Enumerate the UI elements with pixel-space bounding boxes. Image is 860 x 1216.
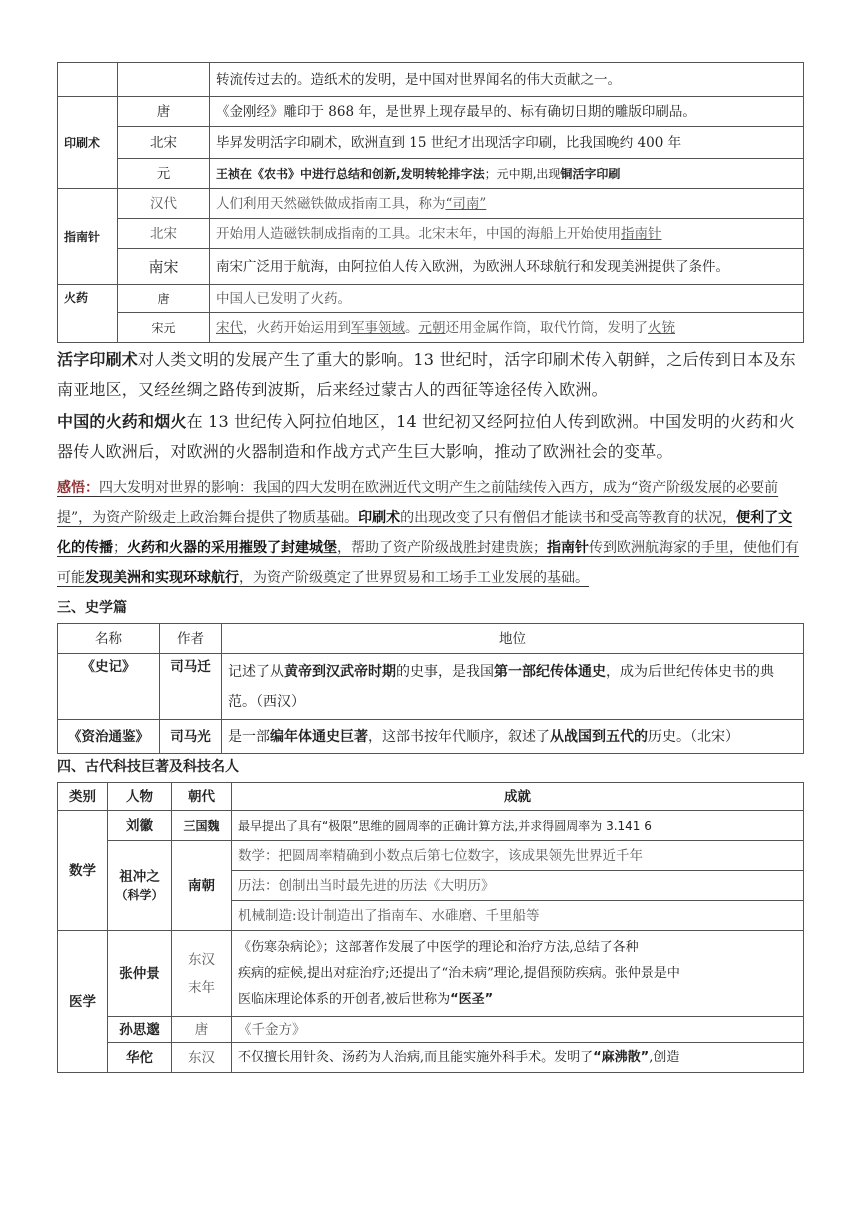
- table-row: [58, 720, 804, 754]
- section-heading: 三、史学篇: [57, 600, 127, 616]
- book-name: 《史记》: [58, 654, 160, 720]
- author: 司马迁: [160, 654, 222, 720]
- text-span: ，帮助了资产阶级战胜封建贵族；: [337, 540, 547, 556]
- text-span: 末年: [188, 979, 215, 996]
- table-row: [58, 285, 804, 313]
- history-table: [57, 623, 804, 754]
- text-span: 传到欧洲航海家的手里，使他们有可能: [57, 540, 799, 586]
- dynasty-cell: 汉代: [118, 189, 210, 219]
- dynasty-cell: 东汉: [172, 1043, 232, 1073]
- text-span: （科学）: [115, 887, 164, 902]
- printing-text: [210, 159, 804, 189]
- table-row: [58, 249, 804, 285]
- table-row: [58, 127, 804, 159]
- table-row: [58, 219, 804, 249]
- column-header: 朝代: [172, 783, 232, 811]
- text-span: 。: [405, 319, 419, 336]
- text-span: 开始用人造磁铁制成指南的工具。北宋末年，中国的海船上开始使用: [216, 225, 621, 242]
- dynasty-cell: 唐: [118, 97, 210, 127]
- category-math: 数学: [58, 811, 108, 931]
- text-span: 对人类文明的发展产生了重大的影响。13 世纪时，活字印刷术传入朝鲜，之后传到日本及东南亚地区，又经丝绸之路传到波斯，后来经过蒙古人的西征等途径传入欧洲。: [57, 350, 796, 399]
- text-span: 人们利用天然磁铁做成指南工具，称为: [216, 195, 446, 212]
- text-span: 火铳: [648, 319, 675, 336]
- section-heading: 四、古代科技巨著及科技名人: [57, 759, 239, 775]
- gunpowder-text: 中国人已发明了火药。: [210, 285, 804, 313]
- printing-label: 印刷术: [58, 97, 118, 189]
- column-header: 地位: [222, 624, 804, 654]
- dynasty-cell: 唐: [172, 1017, 232, 1043]
- table-row: [58, 159, 804, 189]
- text-span: 黄帝到汉武帝时期: [284, 663, 396, 680]
- column-header: 成就: [232, 783, 804, 811]
- gunpowder-text: [210, 313, 804, 343]
- column-header: 作者: [160, 624, 222, 654]
- text-span: 活字印刷术: [57, 350, 139, 369]
- gunpowder-label: 火药: [58, 285, 118, 343]
- text-span: 王祯在《农书》中进行总结和创新,发明: [216, 166, 425, 181]
- text-span: 的史事，是我国: [396, 663, 494, 680]
- text-span: “司南”: [445, 195, 487, 212]
- text-span: “医圣”: [450, 991, 494, 1007]
- text-span: 中国的火药和烟火: [57, 412, 187, 431]
- table-row: [58, 313, 804, 343]
- table-header-row: [58, 624, 804, 654]
- book-name: 《资治通鉴》: [58, 720, 160, 754]
- table-row: [58, 654, 804, 720]
- printing-text: 《金刚经》雕印于 868 年，是世界上现存最早的、标有确切日期的雕版印刷品。: [210, 97, 804, 127]
- achievement-text: 历法：创制出当时最先进的历法《大明历》: [232, 871, 804, 901]
- text-span: 指南针: [547, 540, 589, 556]
- text-span: ；元中期,出现: [484, 166, 561, 181]
- printing-text: 毕昇发明活字印刷术，欧洲直到 15 世纪才出现活字印刷，比我国晚约 400 年: [210, 127, 804, 159]
- text-span: 疾病的症候,提出对症治疗;还提出了“治未病”理论,提倡预防疾病。张仲景是中: [238, 965, 680, 981]
- status-text: [222, 654, 804, 720]
- text-span: 祖冲之: [119, 868, 160, 885]
- paper-text: 转流传过去的。造纸术的发明，是中国对世界闻名的伟大贡献之一。: [210, 63, 804, 97]
- text-span: 便利了文化的传播: [57, 510, 793, 556]
- table-row: [58, 1017, 804, 1043]
- table-header-row: [58, 783, 804, 811]
- achievement-text: 机械制造:设计制造出了指南车、水碓磨、千里船等: [232, 901, 804, 931]
- insight-paragraph: [57, 473, 804, 593]
- text-span: 编年体通史巨著: [270, 728, 368, 745]
- text-span: 元朝: [418, 319, 446, 336]
- achievement-text: 数学：把圆周率精确到小数点后第七位数字，该成果领先世界近千年: [232, 841, 804, 871]
- dynasty-cell: 宋元: [118, 313, 210, 343]
- dynasty-cell: 元: [118, 159, 210, 189]
- text-span: 第一部纪传体通史: [494, 663, 606, 680]
- text-span: 不仅擅长用针灸、汤药为人治病,而且能实施外科手术。发明了: [238, 1049, 594, 1065]
- text-span: 是一部: [228, 728, 270, 745]
- dynasty-cell: 南宋: [118, 249, 210, 285]
- text-span: 宋代: [216, 319, 243, 336]
- text-span: 感悟：: [57, 480, 99, 496]
- text-span: 《伤寒杂病论》；这部著作发展了中医学的理论和治疗方法,总结了各种: [238, 939, 639, 955]
- table-row: [58, 931, 804, 1017]
- status-text: [222, 720, 804, 754]
- text-span: 印刷术: [358, 510, 401, 526]
- text-span: 火药和火器的采用摧毁了封建城堡: [127, 540, 337, 556]
- column-header: 人物: [108, 783, 172, 811]
- gunpowder-paragraph: [57, 407, 804, 467]
- text-span: ,创造: [649, 1049, 680, 1065]
- category-medicine: 医学: [58, 931, 108, 1073]
- text-span: 的出现改变了只有僧侣才能读书和受高等教育的状况，: [400, 510, 737, 526]
- text-span: ，成为后世纪传体史书的典范。（西汉）: [228, 663, 774, 710]
- document-page: [57, 62, 804, 1073]
- text-span: 军事领域: [351, 319, 405, 336]
- table-row: [58, 97, 804, 127]
- person-name: 张仲景: [108, 931, 172, 1017]
- text-span: ，火药开始运用到: [243, 319, 351, 336]
- achievement-text: 最早提出了具有“极限”思维的圆周率的正确计算方法,并求得圆周率为 3.141 6: [232, 811, 804, 841]
- text-span: 医临床理论体系的开创者,被后世称为: [238, 991, 451, 1007]
- person-name: 孙思邈: [108, 1017, 172, 1043]
- text-span: 从战国到五代的: [550, 728, 648, 745]
- person-name: 华佗: [108, 1043, 172, 1073]
- dynasty-cell: [172, 931, 232, 1017]
- person-name: 刘徽: [108, 811, 172, 841]
- inventions-table: [57, 62, 804, 343]
- dynasty-cell: 南朝: [172, 841, 232, 931]
- text-span: “麻沸散”: [593, 1049, 650, 1065]
- author: 司马光: [160, 720, 222, 754]
- text-span: ，为资产阶级奠定了世界贸易和工场手工业发展的基础。: [239, 570, 589, 586]
- compass-text: [210, 219, 804, 249]
- compass-label: 指南针: [58, 189, 118, 285]
- text-span: 记述了从: [228, 663, 284, 680]
- text-span: 指南针: [621, 225, 662, 242]
- table-row: [58, 811, 804, 841]
- table-row: [58, 1043, 804, 1073]
- text-span: [238, 987, 797, 1013]
- dynasty-cell: 唐: [118, 285, 210, 313]
- science-table: [57, 782, 804, 1073]
- text-span: 发现美洲和实现环球航行: [85, 570, 239, 586]
- table-row: [58, 189, 804, 219]
- person-name: [108, 841, 172, 931]
- table-row: [58, 63, 804, 97]
- dynasty-cell: 三国魏: [172, 811, 232, 841]
- text-span: 四大发明对世界的影响：我国的四大发明在欧洲近代文明产生之前陆续传入西方，成为“资产阶级发展的必要前提”，为资产阶级走上政治舞台提供了物质基础。: [57, 480, 779, 526]
- text-span: 还用金属作筒，取代竹筒，发明了: [445, 319, 648, 336]
- text-span: 历史。（北宋）: [648, 728, 739, 745]
- table-row: [58, 841, 804, 871]
- achievement-text: 《千金方》: [232, 1017, 804, 1043]
- text-span: ，这部书按年代顺序，叙述了: [368, 728, 550, 745]
- dynasty-cell: 北宋: [118, 219, 210, 249]
- column-header: 类别: [58, 783, 108, 811]
- achievement-text: [232, 1043, 804, 1073]
- compass-text: [210, 189, 804, 219]
- column-header: 名称: [58, 624, 160, 654]
- text-span: 铜活字印刷: [560, 166, 621, 181]
- text-span: ；: [113, 540, 127, 556]
- text-span: 转轮排字法: [424, 166, 485, 181]
- compass-text: 南宋广泛用于航海，由阿拉伯人传入欧洲，为欧洲人环球航行和发现美洲提供了条件。: [210, 249, 804, 285]
- dynasty-cell: 北宋: [118, 127, 210, 159]
- movable-type-paragraph: [57, 345, 804, 405]
- achievement-text: [232, 931, 804, 1017]
- text-span: 东汉: [188, 951, 215, 968]
- text-span: 在 13 世纪传入阿拉伯地区，14 世纪初又经阿拉伯人传到欧洲。中国发明的火药和火器传人欧洲后，对欧洲的火器制造和作战方式产生巨大影响，推动了欧洲社会的变革。: [57, 412, 795, 461]
